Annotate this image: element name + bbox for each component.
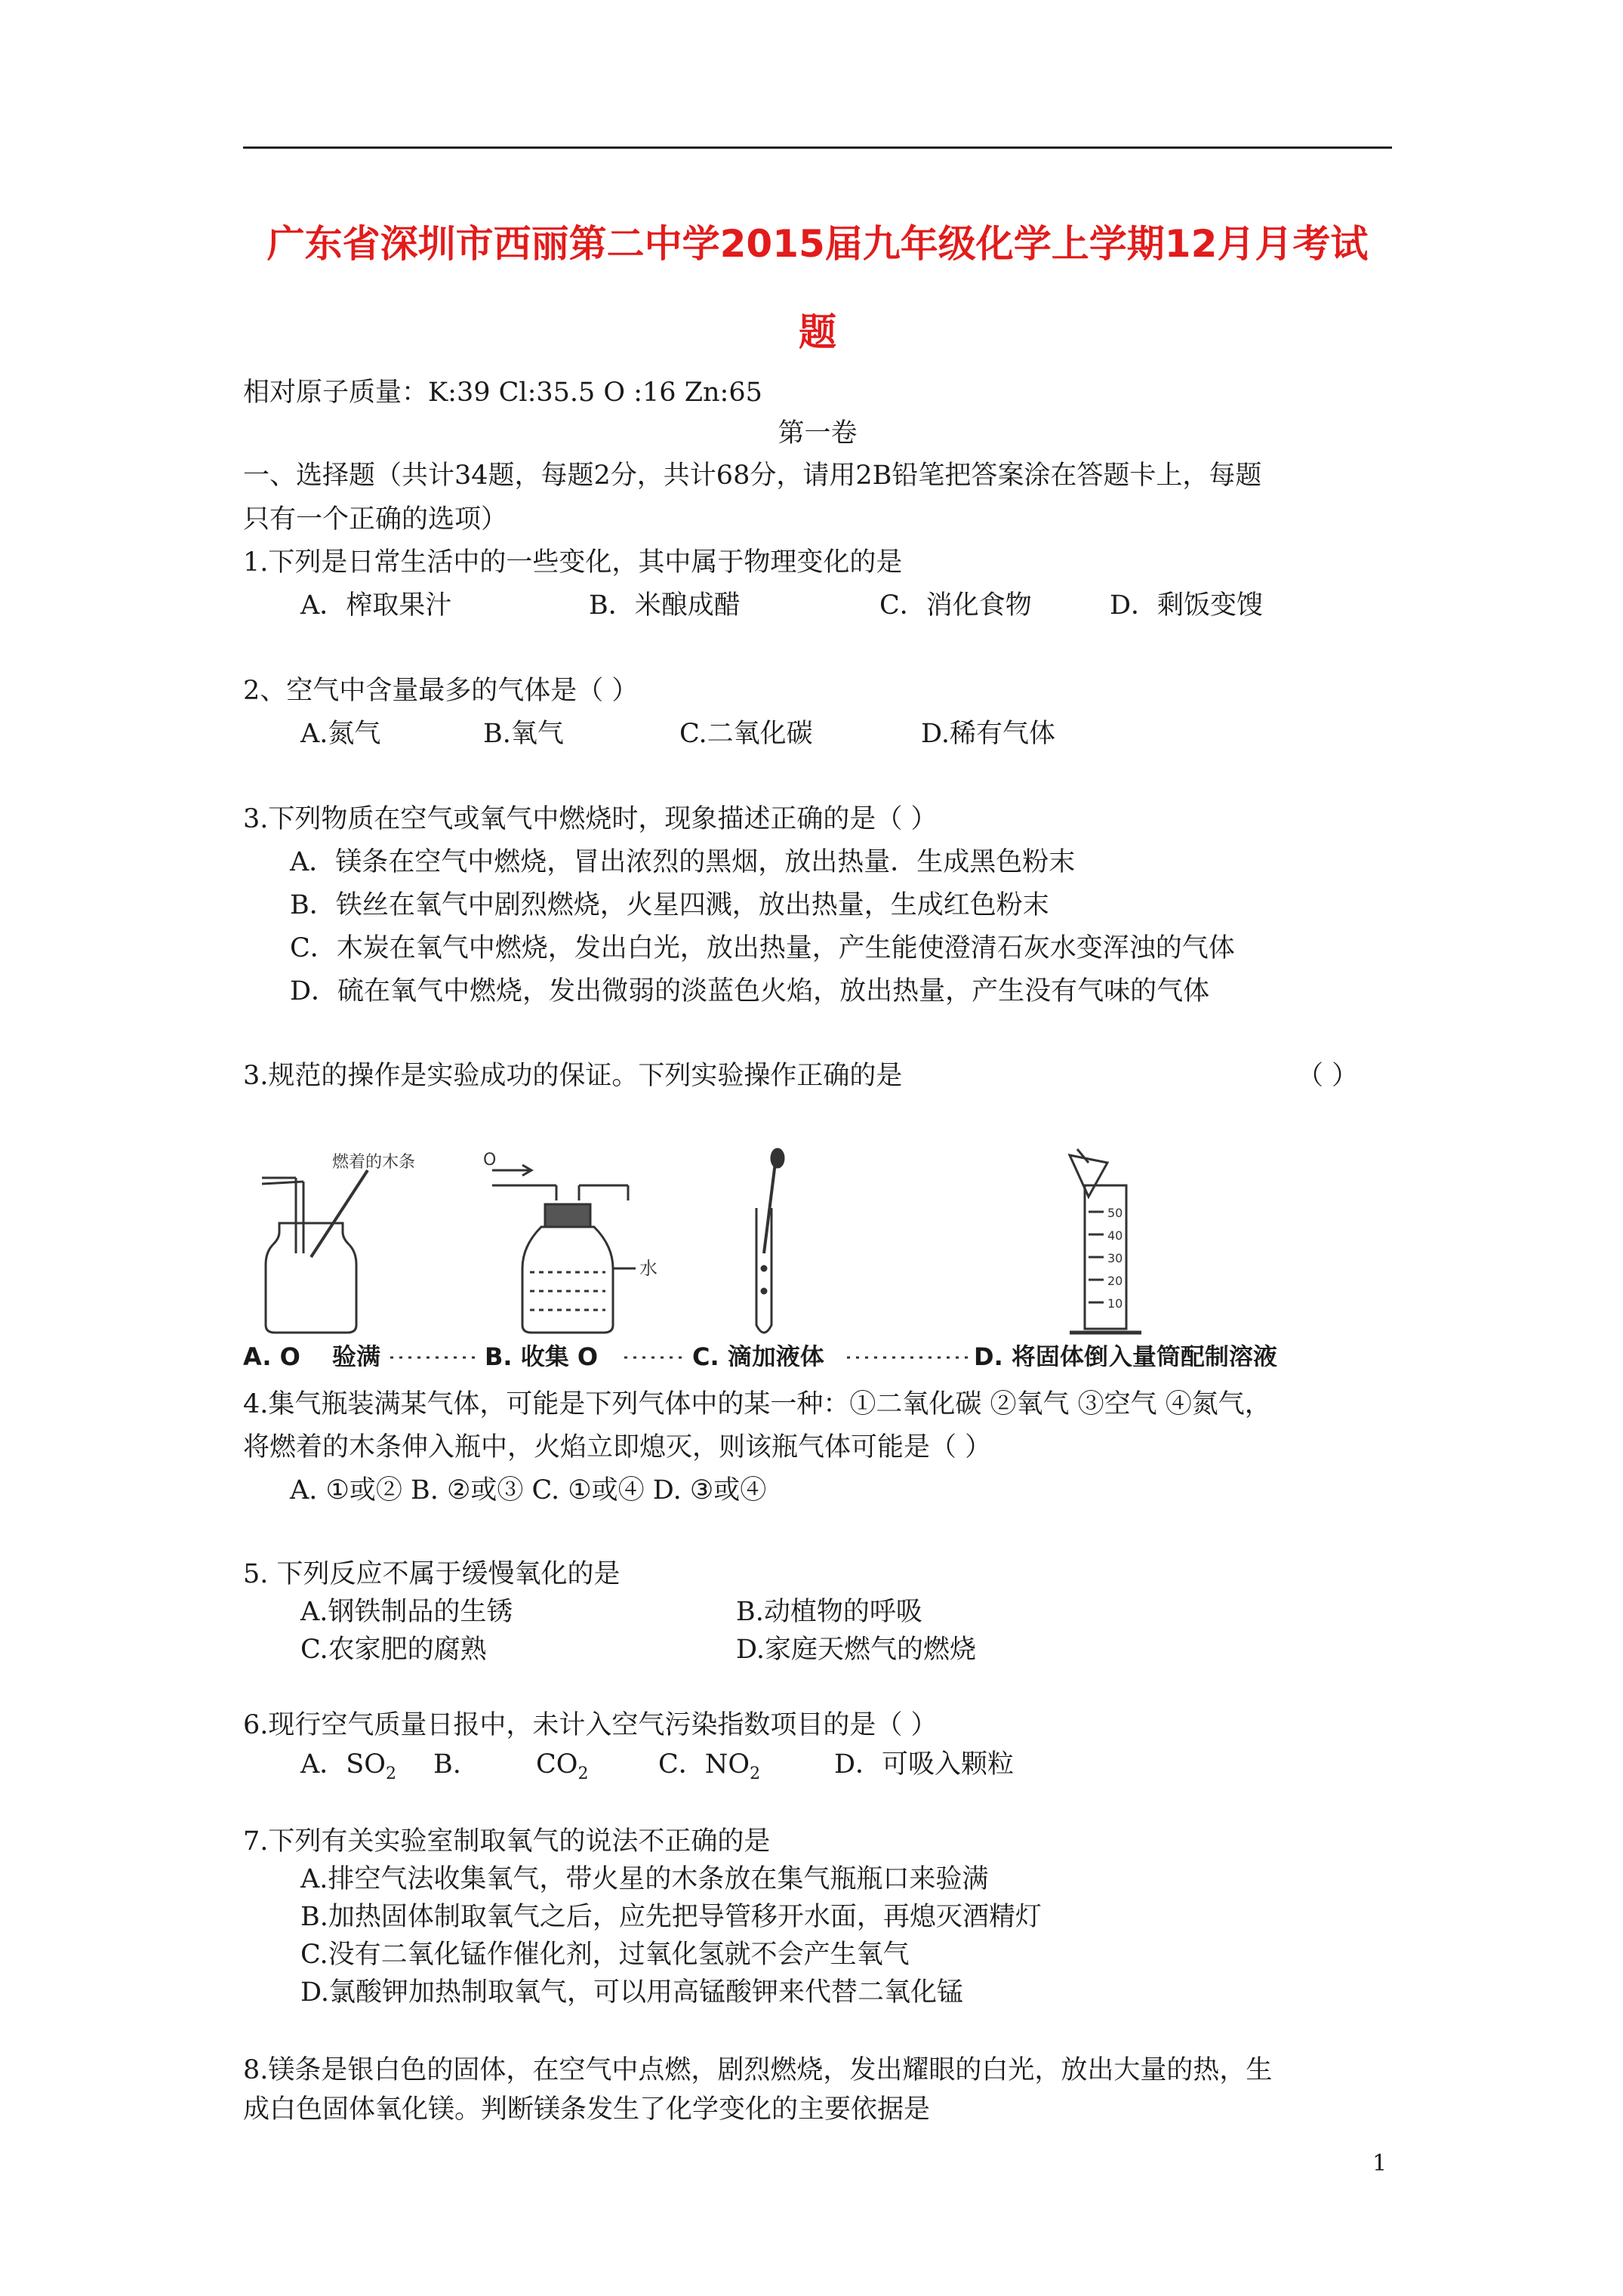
question-1-option-a: A．榨取果汁	[300, 590, 452, 621]
page-number: 1	[1372, 2150, 1387, 2177]
figure-caption-a-suffix: 验满	[332, 1342, 381, 1367]
question-7-option-d: D.氯酸钾加热制取氧气，可以用高锰酸钾来代替二氧化锰	[300, 1977, 963, 2008]
figure-b-o2-label: O	[483, 1151, 497, 1170]
header-rule	[243, 146, 1392, 149]
question-1-option-c: C．消化食物	[879, 590, 1032, 621]
question-5-option-a: A.钢铁制品的生锈	[300, 1597, 513, 1627]
question-8-stem-line1: 8.镁条是银白色的固体，在空气中点燃，剧烈燃烧，发出耀眼的白光，放出大量的热，生	[243, 2055, 1273, 2085]
question-7-option-a: A.排空气法收集氧气，带火星的木条放在集气瓶瓶口来验满	[300, 1864, 989, 1894]
figure-caption-a: A. O	[243, 1342, 300, 1367]
question-6-option-d: D．可吸入颗粒	[834, 1749, 1015, 1780]
figure-a-gas-bottle	[262, 1170, 368, 1333]
question-5-stem: 5. 下列反应不属于缓慢氧化的是	[243, 1559, 621, 1589]
cylinder-mark-5: 10	[1107, 1296, 1123, 1311]
question-4-stem-line1: 4.集气瓶装满某气体，可能是下列气体中的某一种：①二氧化碳 ②氧气 ③空气 ④氮气，	[243, 1389, 1271, 1419]
question-2-stem: 2、空气中含量最多的气体是（ ）	[243, 676, 639, 706]
figure-b-water-label: 水	[639, 1258, 658, 1279]
question-3-option-d: D．硫在氧气中燃烧，发出微弱的淡蓝色火焰，放出热量，产生没有气味的气体	[290, 976, 1210, 1006]
question-5-option-b: B.动植物的呼吸	[736, 1597, 922, 1627]
figure-d-measuring-cylinder	[1070, 1149, 1141, 1333]
question-7-option-c: C.没有二氧化锰作催化剂，过氧化氢就不会产生氧气	[300, 1940, 910, 1970]
question-5-option-c: C.农家肥的腐熟	[300, 1635, 487, 1665]
question-8-stem-line2: 成白色固体氧化镁。判断镁条发生了化学变化的主要依据是	[243, 2094, 931, 2125]
question-6-option-c: C．$NO_2$	[658, 1749, 761, 1783]
cylinder-mark-3: 30	[1107, 1251, 1123, 1265]
question-3-option-c: C．木炭在氧气中燃烧，发出白光，放出热量，产生能使澄清石灰水变浑浊的气体	[290, 933, 1235, 963]
question-7-option-b: B.加热固体制取氧气之后，应先把导管移开水面，再熄灭酒精灯	[300, 1902, 1042, 1932]
question-6-stem: 6.现行空气质量日报中，未计入空气污染指数项目的是（ ）	[243, 1710, 938, 1740]
question-4-stem-line2: 将燃着的木条伸入瓶中，火焰立即熄灭，则该瓶气体可能是（ ）	[243, 1432, 992, 1462]
figure-b-collection-bottle	[492, 1165, 636, 1333]
cylinder-mark-4: 20	[1107, 1274, 1123, 1288]
lab-figure-svg	[243, 1140, 1406, 1367]
cylinder-mark-1: 50	[1107, 1206, 1123, 1220]
exam-title-line1: 广东省深圳市西丽第二中学2015届九年级化学上学期12月月考试	[266, 222, 1369, 266]
figure-caption-b: B. 收集 O	[485, 1342, 599, 1367]
lab-operation-figure	[243, 1140, 1406, 1367]
question-2-option-c: C.二氧化碳	[679, 719, 813, 749]
question-3-option-a: A．镁条在空气中燃烧，冒出浓烈的黑烟，放出热量．生成黑色粉末	[290, 847, 1076, 877]
question-3b-answer-paren: （ ）	[1297, 1061, 1359, 1091]
exam-title-line2: 题	[799, 310, 836, 354]
question-2-option-d: D.稀有气体	[921, 719, 1055, 749]
figure-caption-d: D. 将固体倒入量筒配制溶液	[974, 1342, 1277, 1367]
question-6-option-b-formula: $CO_2$	[536, 1749, 589, 1783]
question-2-option-a: A.氮气	[300, 719, 381, 749]
question-6-option-a: A．$SO_2$	[300, 1749, 396, 1783]
question-3b-stem: 3.规范的操作是实验成功的保证。下列实验操作正确的是	[243, 1061, 903, 1091]
figure-caption-c: C. 滴加液体	[692, 1342, 824, 1367]
question-4-options: A. ①或② B. ②或③ C. ①或④ D. ③或④	[290, 1475, 767, 1505]
question-1-option-d: D．剩饭变馊	[1110, 590, 1264, 621]
question-3-stem: 3.下列物质在空气或氧气中燃烧时，现象描述正确的是（ ）	[243, 804, 938, 834]
question-7-stem: 7.下列有关实验室制取氧气的说法不正确的是	[243, 1826, 771, 1857]
question-3-option-b: B．铁丝在氧气中剧烈燃烧，火星四溅，放出热量，生成红色粉末	[290, 890, 1049, 920]
question-1-option-b: B．米酿成醋	[589, 590, 741, 621]
question-1-stem: 1.下列是日常生活中的一些变化，其中属于物理变化的是	[243, 547, 903, 578]
figure-a-wood-label: 燃着的木条	[332, 1153, 416, 1172]
instructions-line2: 只有一个正确的选项）	[243, 504, 508, 535]
question-5-option-d: D.家庭天燃气的燃烧	[736, 1635, 976, 1665]
instructions-line1: 一、选择题（共计34题，每题2分，共计68分，请用2B铅笔把答案涂在答题卡上，每题	[243, 461, 1262, 491]
question-2-option-b: B.氧气	[483, 719, 564, 749]
atomic-mass-note: 相对原子质量：K:39 Cl:35.5 O :16 Zn:65	[243, 378, 762, 408]
section-heading: 第一卷	[778, 418, 858, 448]
figure-c-test-tube	[756, 1149, 784, 1333]
cylinder-mark-2: 40	[1107, 1228, 1123, 1243]
question-6-option-b: B.	[433, 1749, 461, 1780]
